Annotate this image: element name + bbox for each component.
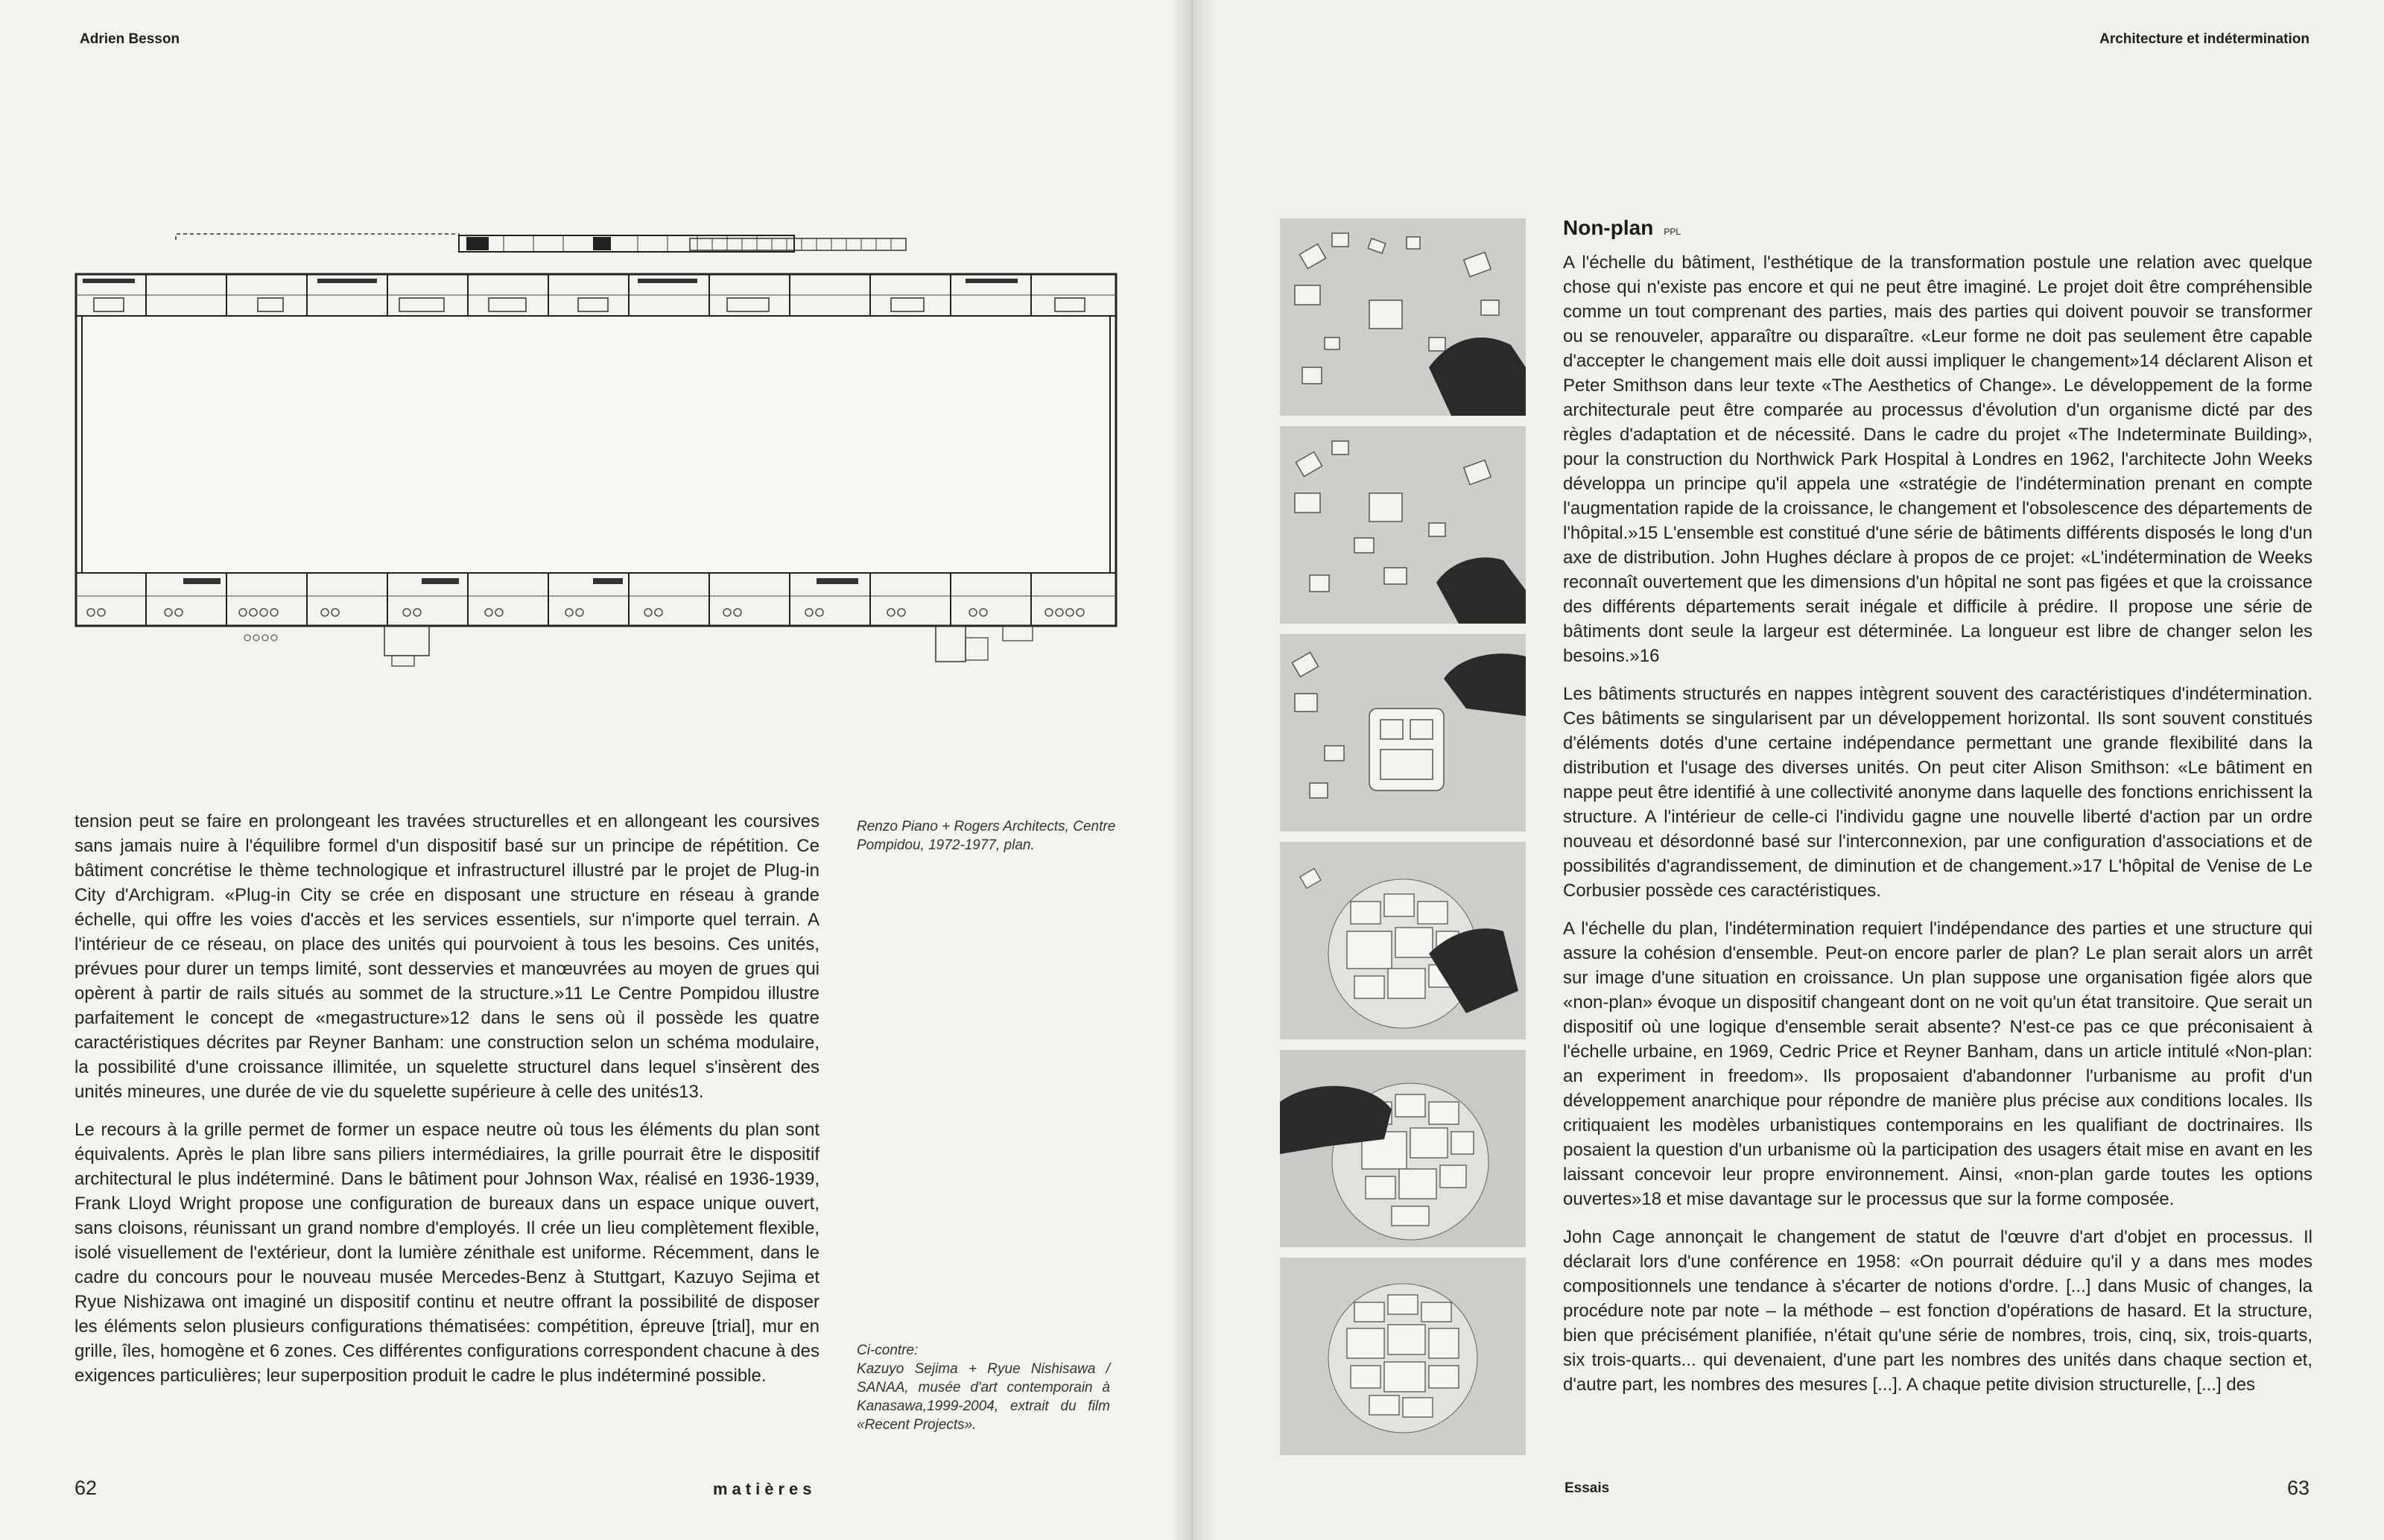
caption-film-text: Kazuyo Sejima + Ryue Nishisawa / SANAA, musée d'art contemporain à Kanasawa,1999-2004, extrait du film «Recent Projects».	[857, 1361, 1110, 1433]
caption-plan: Renzo Piano + Rogers Architects, Centre Pompidou, 1972-1977, plan.	[857, 819, 1116, 853]
left-paragraph-2: Le recours à la grille permet de former un espace neutre où tous les éléments du plan sont équivalents. Après le plan libre sans piliers intermédiaires, la grille pourrait être le dispositif architectural le plus indéterminé. Dans le bâtiment pour Johnson Wax, réalisé en 1936-1939, Frank Lloyd Wright propose une configuration de bureaux dans un espace unique ouvert, sans cloisons, réunissant un grand nombre d'employés. Il crée un lieu complètement flexible, isolé visuellement de l'extérieur, dont la lumière zénithale est uniforme. Récemment, dans le cadre du concours pour le nouveau musée Mercedes-Benz à Stuttgart, Kazuyo Sejima et Ryue Nishizawa ont imaginé un dispositif continu et neutre offrant la possibilité de disposer les éléments selon plusieurs configurations thématisées: compétition, épreuve [trial], mur en grille, îles, homogène et 6 zones. Ces différentes configurations correspondent chacune à des exigences particulières; leur superposition produit le cadre le plus indéterminé possible.	[74, 1120, 820, 1386]
page-number-right: 63	[2286, 1477, 2310, 1499]
right-paragraph-2: Les bâtiments structurés en nappes intègrent souvent des caractéristiques d'indétermination. Ces bâtiments se singularisent par un développement horizontal. Ils sont souvent constitués d'éléments dotés d'une certaine indépendance permettant une grande flexibilité dans la distribution et l'usage des diverses unités. On peut citer Alison Smithson: «Le bâtiment en nappe peut être identifié à une collectivité anonyme dans laquelle des fonctions enrichissent la structure. A l'intérieur de celle-ci l'individu gagne une nouvelle liberté d'action par un ordre nouveau et désordonné basé sur l'interconnexion, par une configuration d'associations et de possibilités d'agrandissement, de diminution et de changement.»17 L'hôpital de Venise de Le Corbusier possède ces caractéristiques.	[1563, 684, 2312, 901]
running-head-title: Architecture et indétermination	[2099, 31, 2310, 47]
section-title-mark: PPL	[1664, 226, 1681, 237]
right-paragraph-1: A l'échelle du bâtiment, l'esthétique de la transformation postule une relation avec quelque chose qui n'existe pas encore et qui ne peut être imaginé. Le projet doit être compréhensible comme un tout comprenant des parties, mais des parties qui doivent pouvoir se transformer ou se renouveler, apparaître ou disparaître. «Leur forme ne doit pas seulement être capable d'accepter le changement mais elle doit aussi impliquer le changement»14 déclarent Alison et Peter Smithson dans leur texte «The Aesthetics of Change». Le développement de la forme architecturale peut être comparée au processus d'évolution d'un organisme dicté par des règles d'adaptation et de nécessité. Dans le cadre du projet «The Indeterminate Building», pour la construction du Northwick Park Hospital à Londres en 1962, l'architecte John Weeks développa un principe qu'il appela une «stratégie de l'indétermination prenant en compte l'augmentation rapide de la croissance, le changement et l'obsolescence des départements de l'hôpital.»15 L'ensemble est constitué d'une série de bâtiments différents disposés le long d'un axe de distribution. John Hughes déclare à propos de ce projet: «L'indétermination de Weeks reconnaît ouvertement que les dimensions d'un hôpital ne sont pas figées et que la croissance des différents départements serait inégale et difficile à prédire. Il propose une série de bâtiments dont seule la largeur est déterminée. La longueur est libre de changer selon les besoins.»16	[1563, 253, 2312, 666]
journal-title: matières	[713, 1480, 817, 1498]
section-title-non-plan	[1563, 216, 1681, 240]
film-still-3	[1280, 634, 1526, 831]
left-paragraph-1: tension peut se faire en prolongeant les travées structurelles et en allongeant les coursives sans jamais nuire à l'équilibre formel d'un dispositif basé sur un principe de répétition. Ce bâtiment concrétise le thème technologique et infrastructurel illustré par le projet de Plug-in City d'Archigram. «Plug-in City se crée en disposant une structure en réseau à grande échelle, qui offre les voies d'accès et les services essentiels, sur n'importe quel terrain. A l'intérieur de ce réseau, on place des unités qui pourvoient à tous les besoins. Ces unités, prévues pour durer un temps limité, sont desservies et manœuvrées au moyen de grues qui opèrent à partir de rails situés au sommet de la structure.»11 Le Centre Pompidou illustre parfaitement le concept de «megastructure»12 dans le sens où il possède les quatre caractéristiques décrites par Reyner Banham: une construction selon un schéma modulaire, la possibilité d'une croissance illimitée, un squelette structurel dans lequel s'insèrent des unités mineures, une durée de vie du squelette supérieure à celle des unités13.	[74, 811, 820, 1102]
film-still-6	[1280, 1258, 1526, 1455]
right-paragraph-3: A l'échelle du plan, l'indétermination requiert l'indépendance des parties et une structure qui assure la cohésion d'ensemble. Peut-on encore parler de plan? Le plan serait alors un arrêt sur image d'une situation en croissance. Un plan suppose une organisation figée alors que «non-plan» évoque un dispositif changeant dont on ne voit qu'un état transitoire. Que serait un dispositif où une logique d'ensemble serait absente? N'est-ce pas ce que préconisaient à l'échelle urbaine, en 1969, Cedric Price et Reyner Banham, dans un article intitulé «Non-plan: an experiment in freedom». Ils proposaient d'abandonner l'urbanisme au profit d'un développement anarchique pour répondre de manière plus précise aux conditions locales. Ils critiquaient les modèles urbanistiques contemporains en les qualifiant de doctrinaires. Ils posaient la question d'un urbanisme où la participation des usagers était mise en avant en les laissant concevoir leur propre environnement. Ainsi, «non-plan garde toutes les options ouvertes»18 et mise davantage sur le processus que sur la forme composée.	[1563, 919, 2312, 1209]
film-stills-strip	[1280, 218, 1526, 1465]
film-still-1	[1280, 218, 1526, 416]
caption-film-title: Ci-contre:	[857, 1343, 919, 1358]
footer-section-name: Essais	[1564, 1480, 1610, 1496]
caption-film	[857, 1341, 1110, 1434]
right-body-text	[1563, 250, 2312, 1410]
film-still-4	[1280, 842, 1526, 1039]
left-body-text	[74, 809, 820, 1401]
running-head-author: Adrien Besson	[80, 31, 180, 47]
section-title-text: Non-plan	[1563, 216, 1654, 239]
centre-pompidou-plan-drawing	[72, 224, 1120, 693]
right-paragraph-4: John Cage annonçait le changement de statut de l'œuvre d'art d'objet en processus. Il déclarait lors d'une conférence en 1958: «On pourrait déduire qu'il y a dans mes modes compositionnels une tendance à s'écarter de notions d'ordre. [...] dans Music of changes, la procédure note par note – la méthode – est fonction d'opérations de hasard. Et la structure, bien que précisément planifiée, n'était qu'une série de nombres, trois, cinq, six, trois-quarts, six trois-quarts... qui devenaient, d'une part les nombres des unités dans chaque section et, d'autre part, les nombres des mesures [...]. A chaque petite division structurelle, [...] des	[1563, 1227, 2312, 1395]
book-gutter	[1171, 0, 1213, 1540]
film-still-2	[1280, 426, 1526, 624]
page-number-left: 62	[74, 1477, 98, 1499]
film-still-5	[1280, 1050, 1526, 1247]
